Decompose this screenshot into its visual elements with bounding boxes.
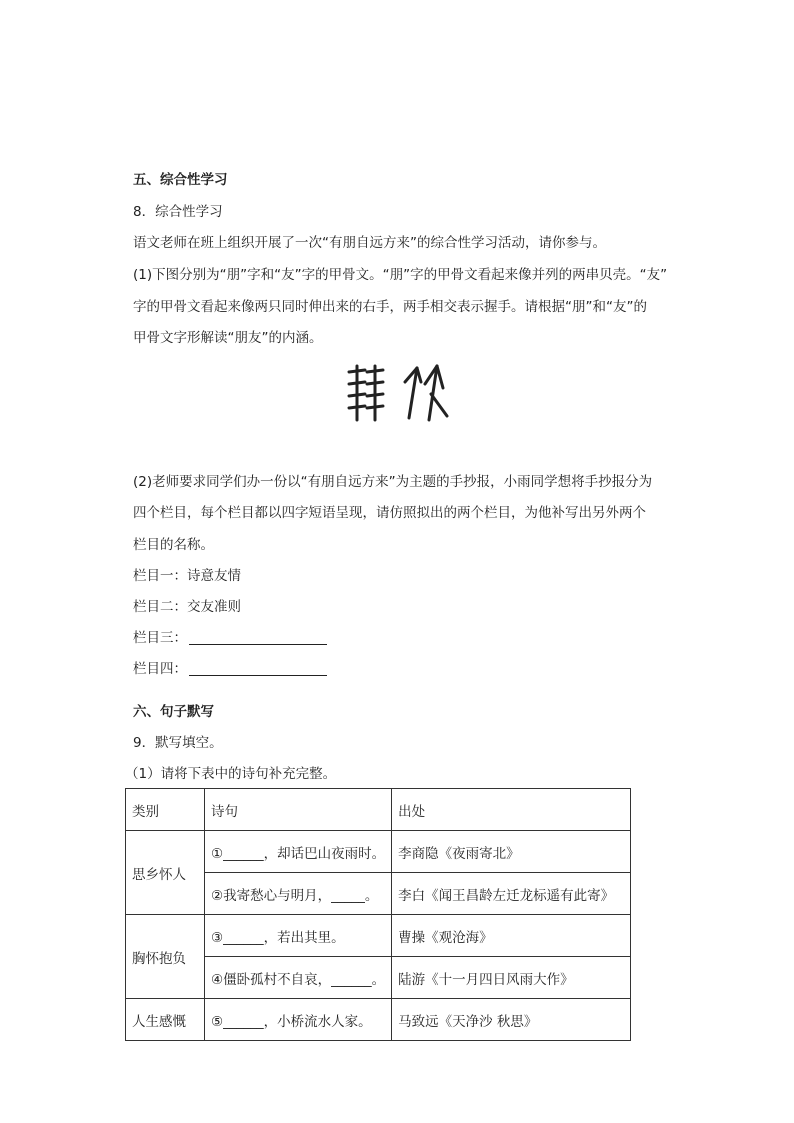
part1-line-3: 甲骨文字形解读“朋友”的内涵。	[133, 330, 323, 346]
column-3	[133, 628, 327, 648]
table-header-row	[126, 789, 631, 831]
verse-cell: ⑤______，小桥流水人家。	[205, 999, 392, 1041]
source-cell: 曹操《观沧海》	[392, 915, 631, 957]
source-cell: 马致远《天净沙 秋思》	[392, 999, 631, 1041]
header-category: 类别	[126, 789, 205, 831]
oracle-bone-glyphs	[345, 360, 455, 424]
section6-heading: 六、句子默写	[133, 704, 214, 720]
table-row	[126, 831, 631, 873]
question8-title: 8．综合性学习	[133, 204, 223, 220]
you-oracle-glyph	[405, 366, 447, 420]
column-3-answer-blank[interactable]	[189, 630, 327, 645]
part2-line-2: 四个栏目，每个栏目都以四字短语呈现，请仿照拟出的两个栏目，为他补写出另外两个	[133, 505, 646, 521]
column-4-label: 栏目四：	[133, 661, 187, 677]
source-cell: 李白《闻王昌龄左迁龙标遥有此寄》	[392, 873, 631, 915]
poem-table	[125, 788, 631, 1041]
verse-cell: ③______，若出其里。	[205, 915, 392, 957]
verse-cell: ①______，却话巴山夜雨时。	[205, 831, 392, 873]
source-cell: 李商隐《夜雨寄北》	[392, 831, 631, 873]
column-3-label: 栏目三：	[133, 630, 187, 646]
column-2: 栏目二：交友准则	[133, 599, 241, 615]
section5-heading: 五、综合性学习	[133, 172, 228, 188]
category-cell: 人生感慨	[126, 999, 205, 1041]
peng-oracle-glyph	[349, 366, 383, 420]
table-row	[126, 999, 631, 1041]
verse-cell: ②我寄愁心与明月，_____。	[205, 873, 392, 915]
question9-part1: （1）请将下表中的诗句补充完整。	[125, 766, 337, 782]
header-source: 出处	[392, 789, 631, 831]
question8-intro: 语文老师在班上组织开展了一次“有朋自远方来”的综合性学习活动，请你参与。	[133, 235, 606, 251]
part1-line-2: 字的甲骨文看起来像两只同时伸出来的右手，两手相交表示握手。请根据“朋”和“友”的	[133, 299, 647, 315]
part2-line-1: (2)老师要求同学们办一份以“有朋自远方来”为主题的手抄报，小雨同学想将手抄报分为	[133, 474, 653, 490]
column-4-answer-blank[interactable]	[189, 661, 327, 676]
source-cell: 陆游《十一月四日风雨大作》	[392, 957, 631, 999]
question9-title: 9．默写填空。	[133, 735, 223, 751]
table-row	[126, 915, 631, 957]
part1-line-1: (1)下图分别为“朋”字和“友”字的甲骨文。“朋”字的甲骨文看起来像并列的两串贝壳。“友”	[133, 267, 668, 283]
column-4	[133, 659, 327, 679]
verse-cell: ④僵卧孤村不自哀，______。	[205, 957, 392, 999]
header-verse: 诗句	[205, 789, 392, 831]
category-cell: 胸怀抱负	[126, 915, 205, 999]
category-cell: 思乡怀人	[126, 831, 205, 915]
part2-line-3: 栏目的名称。	[133, 537, 214, 553]
column-1: 栏目一：诗意友情	[133, 568, 241, 584]
